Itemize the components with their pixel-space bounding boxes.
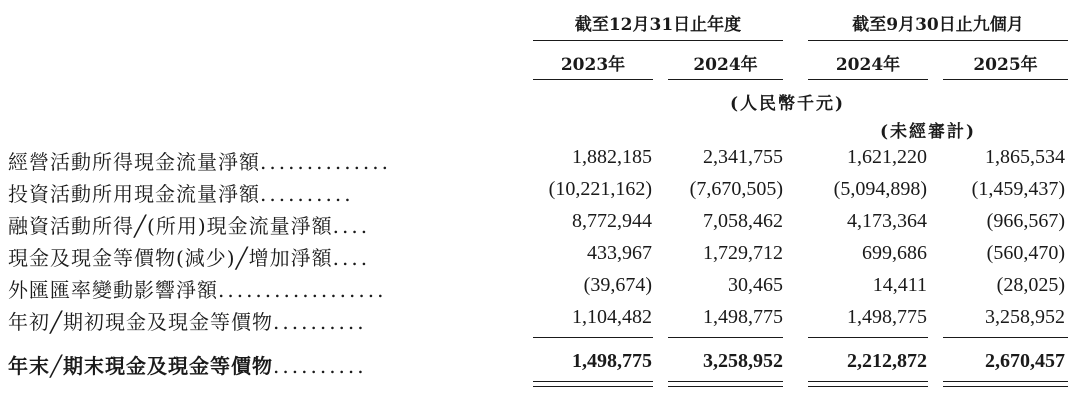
value-cell: 1,882,185: [572, 146, 652, 168]
year-rule-1: [533, 79, 653, 80]
value-cell: 2,341,755: [703, 146, 783, 168]
value-cell: 3,258,952: [985, 306, 1065, 328]
row-label: 經營活動所得現金流量淨額: [8, 150, 260, 174]
leader-dots: ..................: [218, 278, 387, 302]
row-label: 年初╱期初現金及現金等價物: [8, 310, 274, 334]
subtotal-rule-4: [943, 337, 1068, 338]
value-cell: 8,772,944: [572, 210, 652, 232]
subtotal-rule-1: [533, 337, 653, 338]
leader-dots: ..........: [273, 310, 367, 334]
row-label: 外匯匯率變動影響淨額: [8, 278, 218, 302]
leader-dots: ..........: [273, 354, 367, 378]
value-cell: (7,670,505): [689, 178, 783, 200]
header-group-fiscal-year: 截至12月31日止年度: [574, 15, 742, 35]
value-cell: 2,670,457: [985, 350, 1065, 372]
value-cell: 4,173,364: [847, 210, 927, 232]
value-cell: (28,025): [996, 274, 1065, 296]
year-header-3: 2024年: [835, 55, 901, 75]
value-cell: 1,498,775: [847, 306, 927, 328]
leader-dots: ....: [332, 246, 371, 270]
year-header-1: 2023年: [560, 55, 626, 75]
row-label: 融資活動所得╱(所用)現金流量淨額: [8, 214, 333, 238]
subtotal-rule-3: [808, 337, 928, 338]
value-cell: 2,212,872: [847, 350, 927, 372]
value-cell: 14,411: [872, 274, 927, 296]
value-cell: (10,221,162): [548, 178, 652, 200]
value-cell: (1,459,437): [971, 178, 1065, 200]
group-rule-nine-months: [808, 40, 1068, 41]
value-cell: 1,729,712: [703, 242, 783, 264]
year-rule-4: [943, 79, 1068, 80]
unit-label: (人民幣千元): [730, 94, 846, 114]
year-rule-2: [668, 79, 783, 80]
value-cell: (560,470): [986, 242, 1065, 264]
double-rule-4: [943, 381, 1068, 387]
double-rule-3: [808, 381, 928, 387]
value-cell: 3,258,952: [703, 350, 783, 372]
value-cell: 1,498,775: [703, 306, 783, 328]
double-rule-2: [668, 381, 783, 387]
subtotal-rule-2: [668, 337, 783, 338]
value-cell: (39,674): [583, 274, 652, 296]
value-cell: 7,058,462: [703, 210, 783, 232]
value-cell: (5,094,898): [833, 178, 927, 200]
row-label: 年末╱期末現金及現金等價物: [8, 354, 274, 378]
value-cell: 433,967: [587, 242, 652, 264]
value-cell: 30,465: [728, 274, 783, 296]
value-cell: 1,498,775: [572, 350, 652, 372]
leader-dots: ....: [332, 214, 371, 238]
group-rule-fiscal: [533, 40, 783, 41]
value-cell: 1,621,220: [847, 146, 927, 168]
unaudited-label: (未經審計): [880, 122, 977, 142]
year-header-2: 2024年: [693, 55, 758, 75]
year-header-4: 2025年: [973, 55, 1038, 75]
value-cell: 1,104,482: [572, 306, 652, 328]
header-group-nine-months: 截至9月30日止九個月: [852, 15, 1024, 35]
leader-dots: ..............: [260, 150, 392, 174]
double-rule-1: [533, 381, 653, 387]
leader-dots: ..........: [260, 182, 354, 206]
row-label: 投資活動所用現金流量淨額: [8, 182, 260, 206]
value-cell: 1,865,534: [985, 146, 1065, 168]
value-cell: (966,567): [986, 210, 1065, 232]
row-label: 現金及現金等價物(減少)╱增加淨額: [8, 246, 333, 270]
value-cell: 699,686: [862, 242, 927, 264]
year-rule-3: [808, 79, 928, 80]
